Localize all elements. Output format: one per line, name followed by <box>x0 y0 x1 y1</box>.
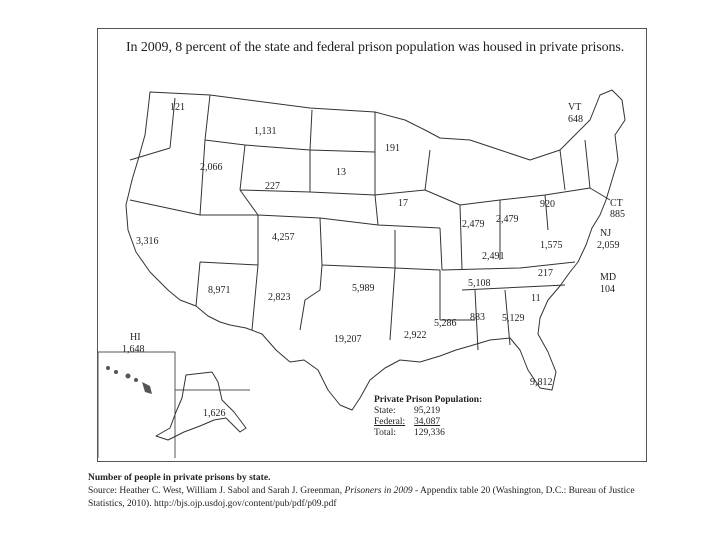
label-ak: 1,626 <box>203 408 226 419</box>
label-wa: 121 <box>170 102 185 113</box>
caption-title: Number of people in private prisons by state. <box>88 473 271 483</box>
label-ct-name: CT <box>610 198 623 209</box>
label-fl: 9,812 <box>530 377 553 388</box>
label-sd: 13 <box>336 167 346 178</box>
label-mt: 1,131 <box>254 126 277 137</box>
label-vt-name: VT <box>568 102 582 113</box>
caption-source: Source: Heather C. West, William J. Sabol and Sarah J. Greenman, Prisoners in 2009 - Appendix table 20 (Washington, D.C.: Bureau of Justice Statistics, 2010). http://bjs.ojp.usdoj.gov/content/pub/pdf/p09.pdf <box>88 486 635 509</box>
label-hi-value: 1,648 <box>122 344 145 355</box>
legend-row-state: State: 95,219 <box>374 406 441 416</box>
label-az: 8,971 <box>208 285 231 296</box>
state-borders <box>130 95 610 350</box>
label-ca: 3,316 <box>136 236 159 247</box>
legend-row-total: Total: 129,336 <box>374 428 445 438</box>
label-ky: 2,491 <box>482 251 505 262</box>
legend-heading: Private Prison Population: <box>374 395 483 405</box>
label-md-value: 104 <box>600 284 615 295</box>
label-ok: 5,989 <box>352 283 375 294</box>
label-wy: 227 <box>265 181 280 192</box>
hawaii-islands <box>106 366 152 394</box>
map-title: In 2009, 8 percent of the state and federal prison population was housed in private prisons. <box>126 40 625 55</box>
label-md-name: MD <box>600 272 617 283</box>
label-sc: 11 <box>531 293 541 304</box>
label-oh: 2,479 <box>496 214 519 225</box>
label-tn: 5,108 <box>468 278 491 289</box>
label-al: 883 <box>470 312 485 323</box>
label-va: 1,575 <box>540 240 563 251</box>
label-nc: 217 <box>538 268 553 279</box>
label-hi-name: HI <box>130 332 141 343</box>
label-nm: 2,823 <box>268 292 291 303</box>
label-nd: 191 <box>385 143 400 154</box>
label-pa: 920 <box>540 199 555 210</box>
label-ga: 5,129 <box>502 313 525 324</box>
alaska-shape <box>156 372 246 440</box>
label-ct-value: 885 <box>610 209 625 220</box>
legend <box>374 395 482 439</box>
legend-row-federal: Federal: 34,087 <box>374 417 441 427</box>
label-id: 2,066 <box>200 162 223 173</box>
label-il: 2,479 <box>462 219 485 230</box>
label-ia: 17 <box>398 198 408 209</box>
label-la: 2,922 <box>404 330 427 341</box>
label-tx: 19,207 <box>334 334 362 345</box>
label-ms: 5,286 <box>434 318 457 329</box>
label-vt-value: 648 <box>568 114 583 125</box>
label-nj-value: 2,059 <box>597 240 620 251</box>
figure-caption <box>88 472 668 511</box>
label-nj-name: NJ <box>600 228 612 239</box>
label-co: 4,257 <box>272 232 295 243</box>
